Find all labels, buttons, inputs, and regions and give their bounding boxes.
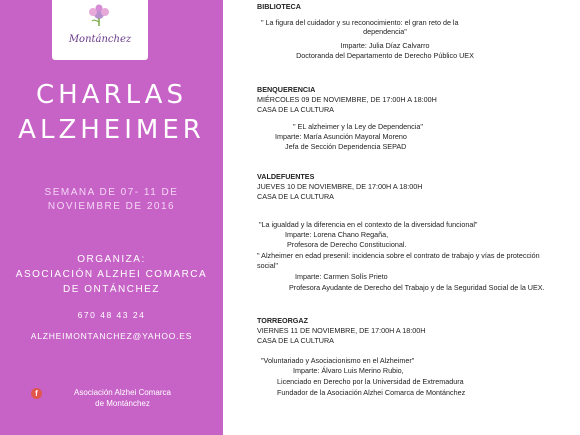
- s2-venue: CASA DE LA CULTURA: [257, 105, 334, 114]
- title-line-2: ALZHEIMER: [18, 115, 205, 145]
- s2-role: Jefa de Sección Dependencia SEPAD: [285, 142, 407, 151]
- dates-line-2: NOVIEMBRE DE 2016: [47, 201, 176, 212]
- s4-role-1: Licenciado en Derecho por la Universidad de Extremadura: [277, 377, 464, 386]
- s2-town: BENQUERENCIA: [257, 85, 316, 94]
- facebook-icon[interactable]: f: [31, 388, 42, 399]
- flower-logo-icon: [84, 4, 114, 28]
- facebook-page-name[interactable]: [55, 387, 190, 409]
- s3-date: JUEVES 10 DE NOVIEMBRE, DE 17:00H A 18:00H: [257, 182, 423, 191]
- s4-role-2: Fundador de la Asociación Alzhei Comarca de Montánchez: [277, 388, 466, 397]
- s3-talk-2-line-2: social": [257, 261, 278, 270]
- email[interactable]: ALZHEIMONTANCHEZ@YAHOO.ES: [30, 331, 193, 341]
- s2-talk: " EL alzheimer y la Ley de Dependencia": [293, 122, 423, 131]
- organizer-line-2: DE ONTÁNCHEZ: [63, 284, 160, 295]
- s3-role-1: Profesora de Derecho Constitucional.: [287, 240, 407, 249]
- left-panel: [0, 0, 223, 435]
- phone: 670 48 43 24: [77, 310, 146, 320]
- dates-line-1: SEMANA DE 07- 11 DE: [44, 187, 179, 198]
- organiza-label: ORGANIZA:: [77, 254, 146, 265]
- s1-place: BIBLIOTECA: [257, 2, 301, 11]
- s4-speaker: Imparte: Álvaro Luis Merino Rubio,: [293, 366, 404, 375]
- s1-talk-line-1: " La figura del cuidador y su reconocimiento: el gran reto de la: [261, 18, 459, 27]
- facebook-line-1: Asociación Alzhei Comarca: [74, 388, 171, 397]
- association-logo: [52, 0, 148, 60]
- s1-talk-line-2: dependencia": [363, 27, 407, 36]
- s3-talk-1: "La igualdad y la diferencia en el contexto de la diversidad funcional": [259, 220, 478, 229]
- s2-speaker: Imparte: María Asunción Mayoral Moreno: [275, 132, 407, 141]
- s3-talk-2-line-1: " Alzheimer en edad presenil: incidencia sobre el contrato de trabajo y vías de protección: [257, 251, 540, 260]
- facebook-line-2: de Montánchez: [95, 399, 150, 408]
- title-line-1: CHARLAS: [36, 80, 187, 110]
- schedule-panel: [223, 0, 580, 435]
- s3-role-2: Profesora Ayudante de Derecho del Trabajo y de la Seguridad Social de la UEX.: [289, 283, 545, 292]
- s3-venue: CASA DE LA CULTURA: [257, 192, 334, 201]
- s1-speaker: Imparte: Julia Díaz Calvarro: [340, 41, 430, 50]
- s3-town: VALDEFUENTES: [257, 172, 315, 181]
- s3-speaker-1: Imparte: Lorena Chano Regaña,: [285, 230, 389, 239]
- s4-talk: "Voluntariado y Asociacionismo en el Alzheimer": [261, 356, 415, 365]
- s4-venue: CASA DE LA CULTURA: [257, 336, 334, 345]
- logo-text: Montánchez: [68, 34, 132, 45]
- s2-date: MIÉRCOLES 09 DE NOVIEMBRE, DE 17:00H A 18:00H: [257, 95, 437, 104]
- s4-town: TORREORGAZ: [257, 316, 308, 325]
- organizer-line-1: ASOCIACIÓN ALZHEI COMARCA: [15, 269, 208, 280]
- s3-speaker-2: Imparte: Carmen Solís Prieto: [295, 272, 388, 281]
- s4-date: VIERNES 11 DE NOVIEMBRE, DE 17:00H A 18:00H: [257, 326, 426, 335]
- s1-role: Doctoranda del Departamento de Derecho Público UEX: [296, 51, 474, 60]
